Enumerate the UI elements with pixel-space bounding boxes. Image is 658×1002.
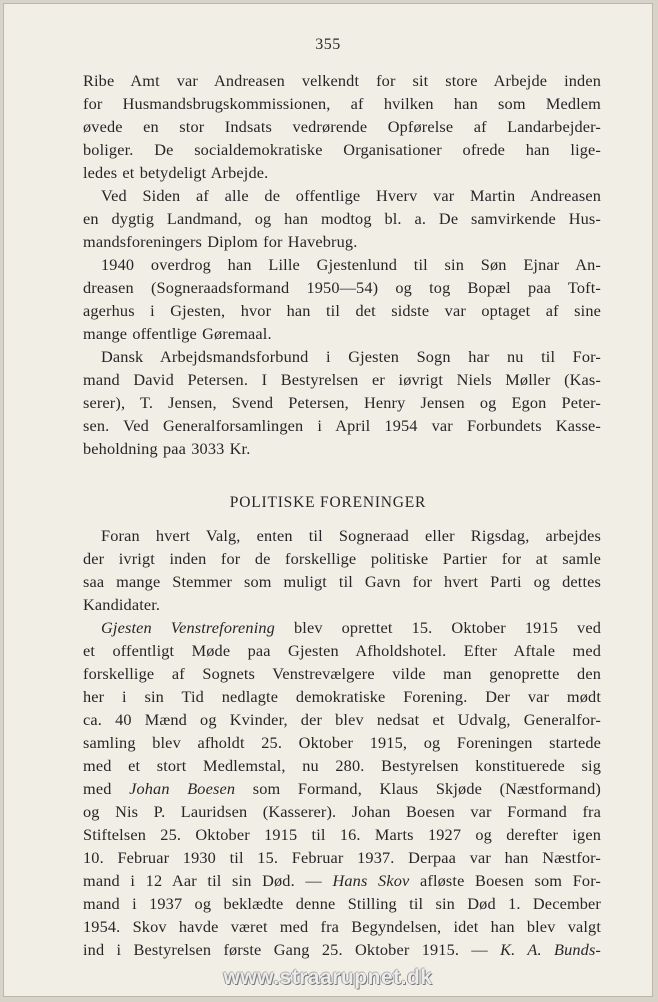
text-line: en dygtig Landmand, og han modtog bl. a. De samvirkende Hus- [83, 209, 601, 228]
book-page [3, 3, 653, 997]
text-line: beholdning paa 3033 Kr. [83, 439, 251, 458]
person-name: K. A. Bunds- [500, 940, 602, 959]
text-line: der ivrigt inden for de forskellige politiske Partier for at samle [83, 549, 601, 568]
text-line: et offentligt Møde paa Gjesten Afholdshotel. Efter Aftale med [83, 641, 601, 660]
text-line: mand i 1937 og beklædte denne Stilling til sin Død 1. December [83, 894, 601, 913]
text-run: ind i Bestyrelsen første Gang 25. Oktober 1915. — [83, 940, 501, 959]
text-run: blev oprettet 15. Oktober 1915 ved [274, 618, 601, 637]
text-line: øvede en stor Indsats vedrørende Opførelse af Landarbejder- [83, 117, 601, 136]
watermark: www.straarupnet.dk [223, 966, 433, 989]
text-line: 10. Februar 1930 til 15. Februar 1937. Derpaa var han Næstfor- [83, 848, 601, 867]
text-line [83, 940, 601, 960]
text-line: agerhus i Gjesten, hvor han til det sidste var optaget af sine [83, 301, 601, 320]
section-heading: POLITISKE FORENINGER [229, 494, 427, 511]
text-line: 1940 overdrog han Lille Gjestenlund til sin Søn Ejnar An- [101, 255, 601, 274]
text-line [83, 871, 601, 891]
text-run: som Formand, Klaus Skjøde (Næstformand) [235, 779, 601, 798]
text-line: Ribe Amt var Andreasen velkendt for sit store Arbejde inden [83, 71, 601, 90]
text-line: og Nis P. Lauridsen (Kasserer). Johan Boesen var Formand fra [83, 802, 601, 821]
text-line: 1954. Skov havde været med fra Begyndelsen, idet han blev valgt [83, 917, 601, 936]
text-line: her i sin Tid nedlagte demokratiske Forening. Der var mødt [83, 687, 601, 706]
person-name: Johan Boesen [129, 779, 236, 798]
association-name: Gjesten Venstreforening [101, 618, 275, 637]
text-line: mandsforeningers Diplom for Havebrug. [83, 232, 358, 251]
text-line: Stiftelsen 25. Oktober 1915 til 16. Marts 1927 og derefter igen [83, 825, 601, 844]
text-line: med et stort Medlemstal, nu 280. Bestyrelsen konstituerede sig [83, 756, 601, 775]
text-line: dreasen (Sogneraadsformand 1950—54) og tog Bopæl paa Toft- [83, 278, 601, 297]
text-line [101, 618, 601, 638]
text-line: mange offentlige Gøremaal. [83, 324, 272, 343]
text-line: samling blev afholdt 25. Oktober 1915, og Foreningen startede [83, 733, 601, 752]
text-line: serer), T. Jensen, Svend Petersen, Henry Jensen og Egon Peter- [83, 393, 601, 412]
text-line: mand David Petersen. I Bestyrelsen er iøvrigt Niels Møller (Kas- [83, 370, 601, 389]
text-line: ca. 40 Mænd og Kvinder, der blev nedsat et Udvalg, Generalfor- [83, 710, 601, 729]
text-line: forskellige af Sognets Venstrevælgere vilde man genoprette den [83, 664, 601, 683]
text-line: Foran hvert Valg, enten til Sogneraad eller Rigsdag, arbejdes [101, 526, 601, 545]
text-run: mand i 12 Aar til sin Død. — [83, 871, 333, 890]
person-name: Hans Skov [332, 871, 410, 890]
text-line [83, 779, 601, 799]
text-line: sen. Ved Generalforsamlingen i April 1954 var Forbundets Kasse- [83, 416, 601, 435]
text-run: afløste Boesen som For- [409, 871, 602, 890]
text-line: ledes et betydeligt Arbejde. [83, 163, 269, 182]
text-line: saa mange Stemmer som muligt til Gavn for hvert Parti og dettes [83, 572, 601, 591]
text-line: Dansk Arbejdsmandsforbund i Gjesten Sogn har nu til For- [101, 347, 601, 366]
text-line: Ved Siden af alle de offentlige Hverv var Martin Andreasen [101, 186, 601, 205]
text-run: med [83, 779, 130, 798]
page-number: 355 [315, 36, 341, 53]
text-line: for Husmandsbrugskommissionen, af hvilken han som Medlem [83, 94, 601, 113]
text-line: boliger. De socialdemokratiske Organisationer ofrede han lige- [83, 140, 601, 159]
text-line: Kandidater. [83, 595, 161, 614]
